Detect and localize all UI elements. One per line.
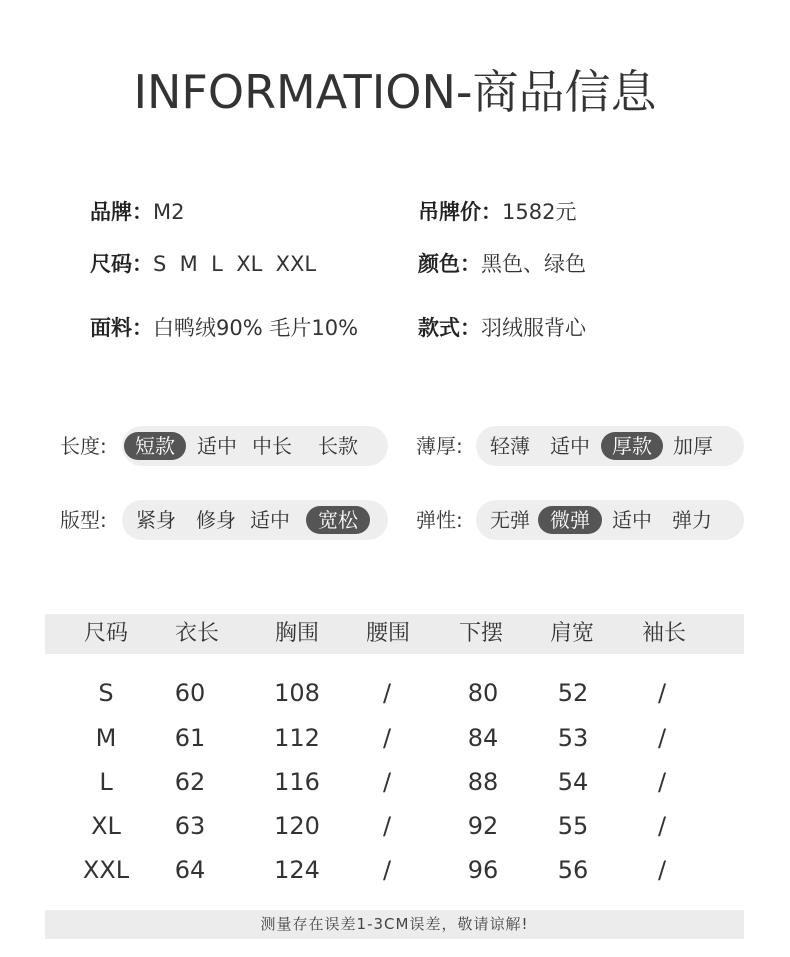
cell-length: 64: [174, 856, 206, 884]
measurement-note: 测量存在误差1-3CM误差，敬请谅解!: [45, 910, 744, 939]
price-label: 吊牌价：: [418, 200, 502, 224]
fit-option-slim[interactable]: 修身: [196, 508, 236, 532]
info-price: [418, 196, 576, 226]
cell-sleeve: /: [657, 856, 667, 884]
cell-shoulder: 52: [557, 679, 589, 707]
table-row: [0, 762, 790, 802]
cell-size: S: [98, 679, 114, 707]
info-size: [90, 248, 316, 278]
cell-length: 62: [174, 768, 206, 796]
cell-chest: 108: [274, 679, 320, 707]
thickness-option-thick[interactable]: 厚款: [601, 432, 663, 460]
table-row: [0, 806, 790, 846]
thickness-option-extra-thick[interactable]: 加厚: [673, 434, 713, 458]
header-shoulder: 肩宽: [549, 621, 594, 646]
table-row: [0, 718, 790, 758]
table-row: [0, 850, 790, 890]
cell-sleeve: /: [657, 724, 667, 752]
cell-chest: 120: [274, 812, 320, 840]
cell-size: XXL: [82, 856, 130, 884]
cell-waist: /: [382, 768, 392, 796]
length-option-mid-long[interactable]: 中长: [252, 434, 292, 458]
header-size: 尺码: [83, 621, 128, 646]
cell-sleeve: /: [657, 812, 667, 840]
cell-chest: 124: [274, 856, 320, 884]
style-value: 羽绒服背心: [481, 316, 586, 340]
size-label: 尺码：: [90, 252, 153, 276]
thickness-option-light[interactable]: 轻薄: [490, 434, 530, 458]
thickness-label: 薄厚:: [416, 434, 463, 458]
cell-length: 63: [174, 812, 206, 840]
elasticity-option-stretch[interactable]: 弹力: [672, 508, 712, 532]
info-brand: [90, 196, 184, 226]
fit-option-loose[interactable]: 宽松: [306, 506, 370, 534]
elasticity-label: 弹性:: [416, 508, 463, 532]
brand-value: M2: [153, 200, 185, 224]
cell-hem: 88: [467, 768, 499, 796]
length-option-medium[interactable]: 适中: [197, 434, 237, 458]
cell-waist: /: [382, 812, 392, 840]
cell-chest: 112: [274, 724, 320, 752]
header-chest: 胸围: [274, 621, 319, 646]
price-value: 1582元: [502, 200, 577, 224]
cell-length: 61: [174, 724, 206, 752]
cell-hem: 84: [467, 724, 499, 752]
cell-size: M: [95, 724, 117, 752]
brand-label: 品牌：: [90, 200, 153, 224]
color-label: 颜色：: [418, 252, 481, 276]
cell-waist: /: [382, 724, 392, 752]
attr-thickness: [416, 426, 746, 466]
length-option-long[interactable]: 长款: [318, 434, 358, 458]
elasticity-option-slight[interactable]: 微弹: [538, 506, 602, 534]
info-style: [418, 312, 586, 342]
attr-elasticity: [416, 500, 746, 540]
header-waist: 腰围: [365, 621, 410, 646]
cell-hem: 96: [467, 856, 499, 884]
color-value: 黑色、绿色: [481, 252, 586, 276]
fit-label: 版型:: [60, 508, 107, 532]
elasticity-option-none[interactable]: 无弹: [490, 508, 530, 532]
cell-size: XL: [91, 812, 121, 840]
length-label: 长度:: [60, 434, 107, 458]
cell-waist: /: [382, 679, 392, 707]
table-row: [0, 673, 790, 713]
header-sleeve: 袖长: [641, 621, 686, 646]
size-value: S M L XL XXL: [153, 252, 317, 276]
size-table-header: [45, 614, 744, 654]
fit-option-tight[interactable]: 紧身: [136, 508, 176, 532]
header-length: 衣长: [174, 621, 219, 646]
cell-hem: 92: [467, 812, 499, 840]
style-label: 款式：: [418, 316, 481, 340]
cell-shoulder: 56: [557, 856, 589, 884]
cell-hem: 80: [467, 679, 499, 707]
fabric-value: 白鸭绒90% 毛片10%: [153, 316, 359, 340]
info-color: [418, 248, 586, 278]
cell-sleeve: /: [657, 768, 667, 796]
header-hem: 下摆: [458, 621, 503, 646]
thickness-option-medium[interactable]: 适中: [550, 434, 590, 458]
fabric-label: 面料：: [90, 316, 153, 340]
cell-chest: 116: [274, 768, 320, 796]
fit-option-regular[interactable]: 适中: [250, 508, 290, 532]
length-option-short[interactable]: 短款: [124, 432, 186, 460]
cell-waist: /: [382, 856, 392, 884]
cell-size: L: [99, 768, 113, 796]
page-title: INFORMATION-商品信息: [133, 65, 657, 119]
attr-fit: [60, 500, 390, 540]
cell-length: 60: [174, 679, 206, 707]
cell-shoulder: 53: [557, 724, 589, 752]
elasticity-option-medium[interactable]: 适中: [612, 508, 652, 532]
cell-shoulder: 54: [557, 768, 589, 796]
info-fabric: [90, 312, 358, 342]
attr-length: [60, 426, 390, 466]
cell-sleeve: /: [657, 679, 667, 707]
cell-shoulder: 55: [557, 812, 589, 840]
